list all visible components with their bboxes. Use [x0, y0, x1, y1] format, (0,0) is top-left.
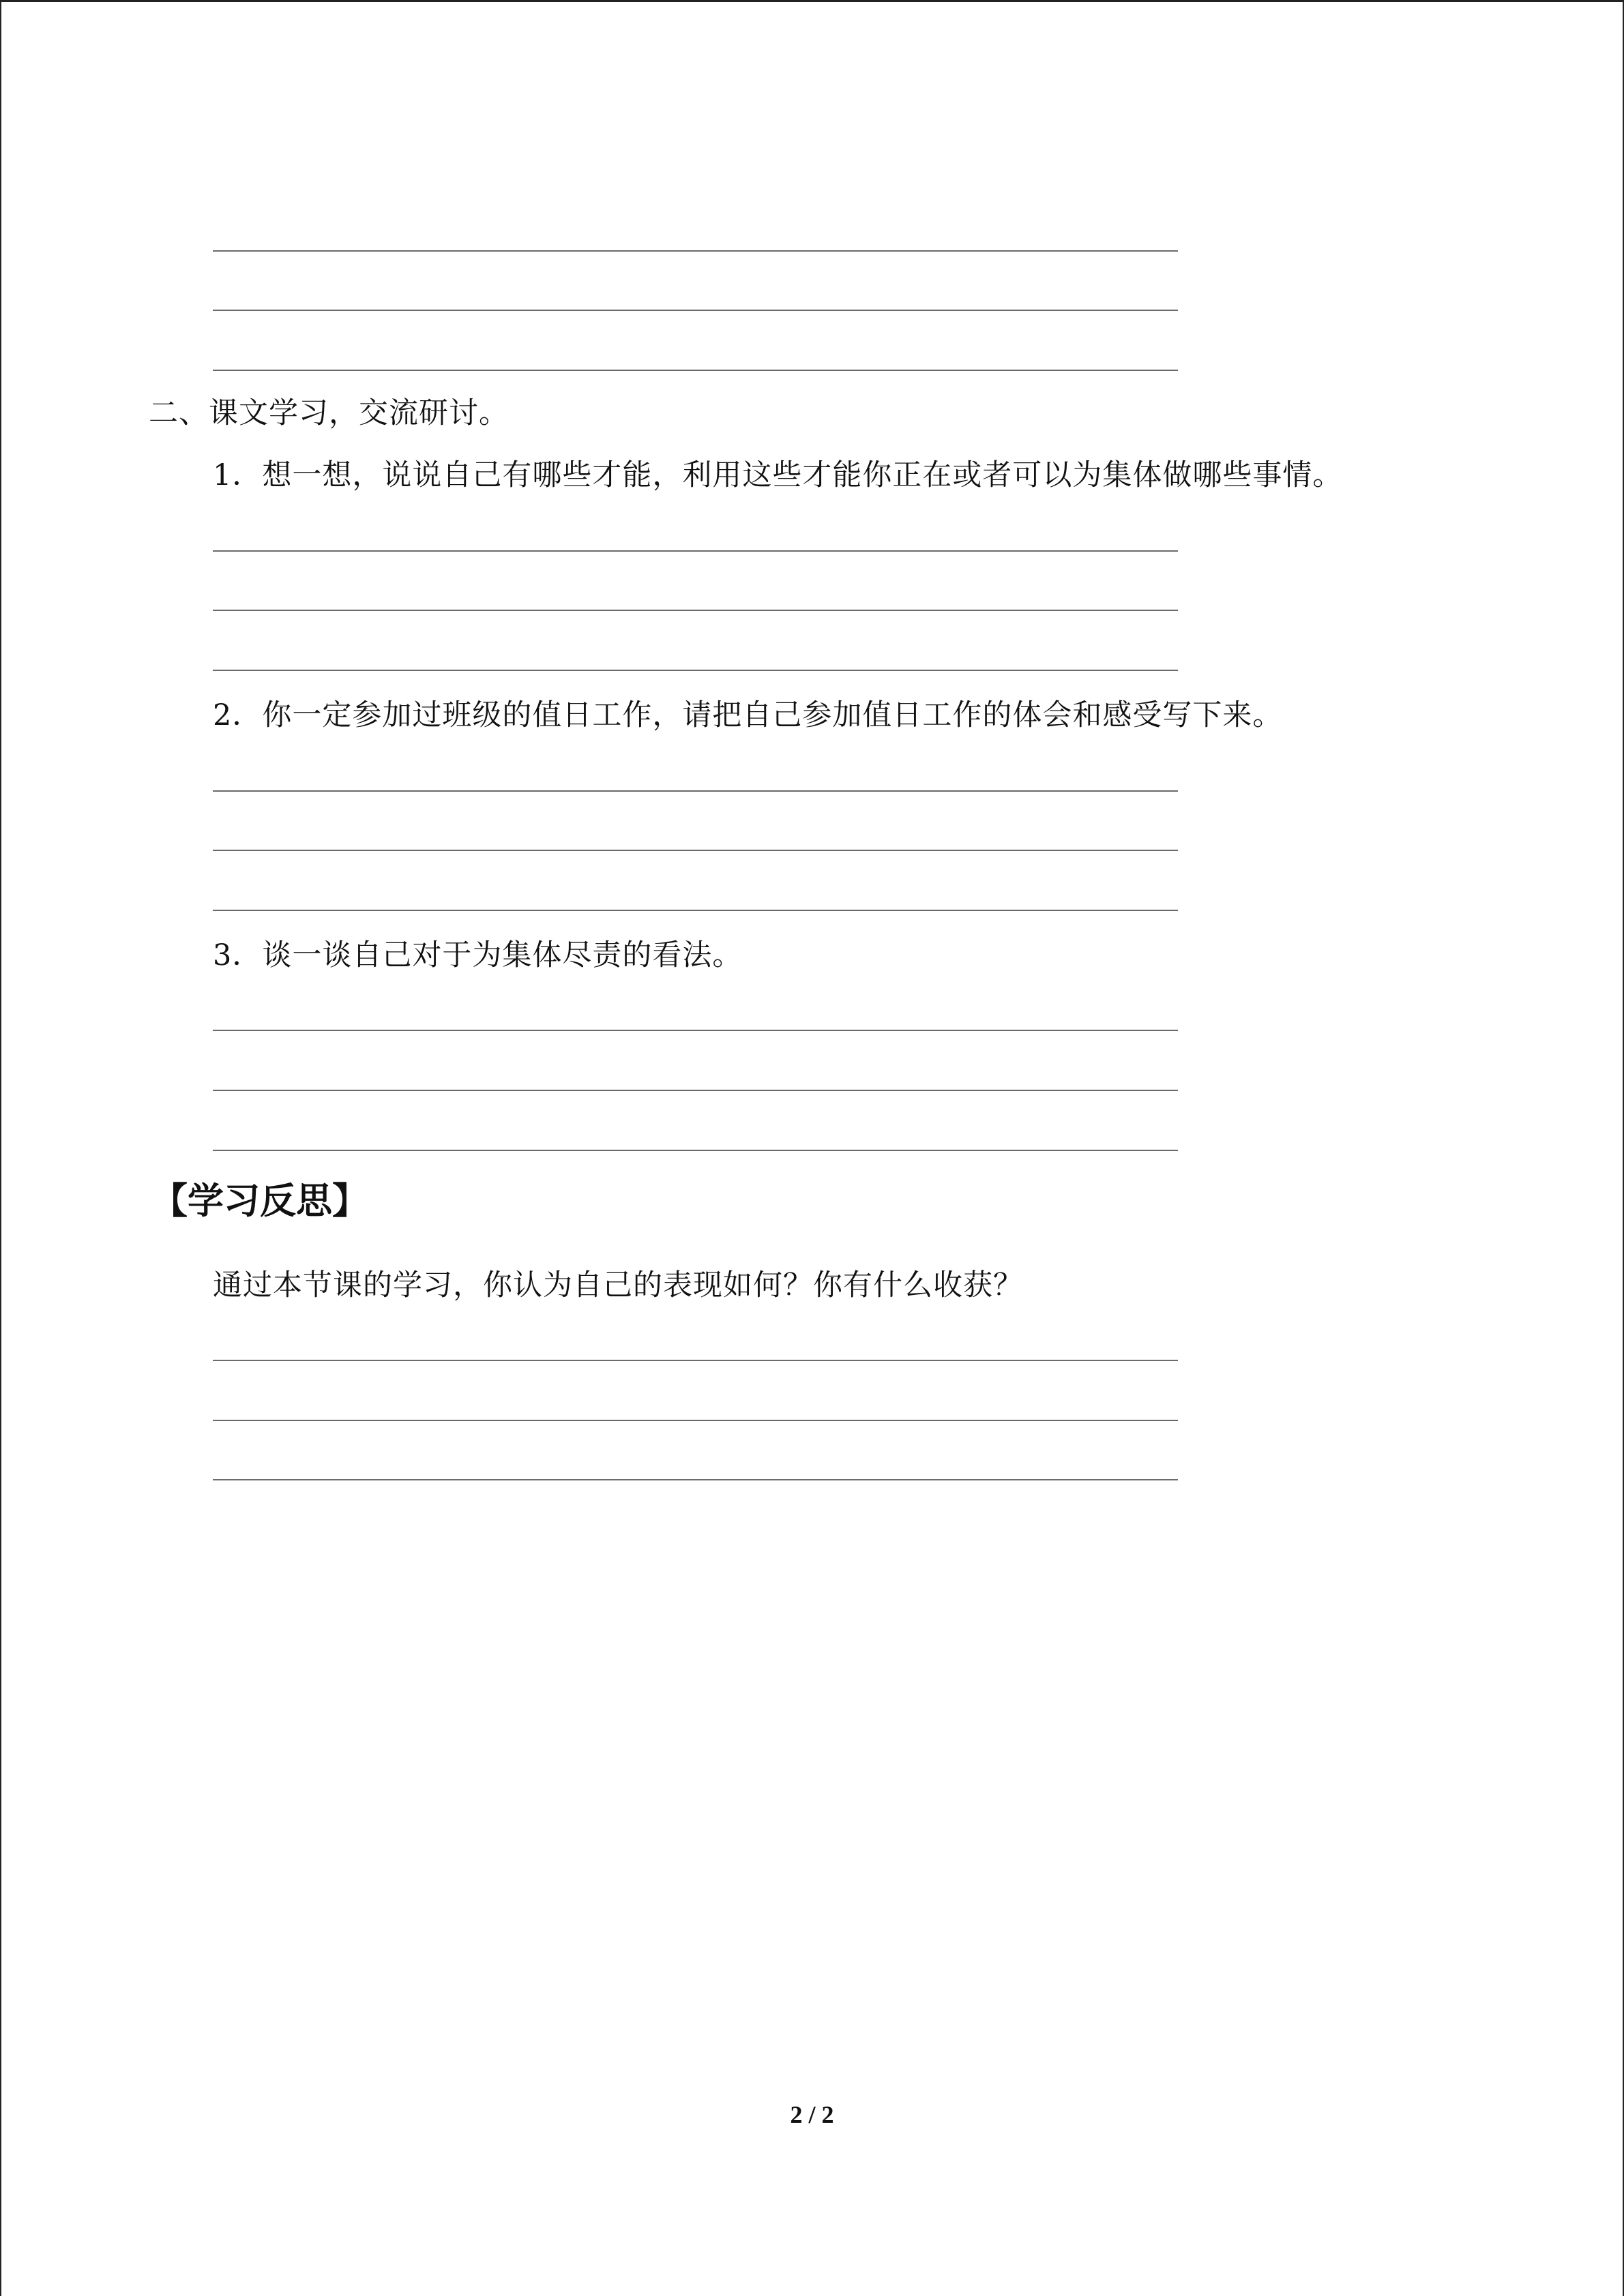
- answer-line[interactable]: [213, 910, 1178, 911]
- answer-line[interactable]: [213, 1420, 1178, 1421]
- answer-line[interactable]: [213, 1030, 1178, 1031]
- answer-line[interactable]: [213, 550, 1178, 552]
- answer-line[interactable]: [213, 1479, 1178, 1480]
- answer-line[interactable]: [213, 1090, 1178, 1091]
- answer-line[interactable]: [213, 670, 1178, 671]
- answer-line[interactable]: [213, 370, 1178, 371]
- reflection-title: 【学习反思】: [151, 1180, 368, 1222]
- answer-line[interactable]: [213, 790, 1178, 792]
- answer-line[interactable]: [213, 610, 1178, 611]
- answer-line[interactable]: [213, 1150, 1178, 1151]
- question-3: 3．谈一谈自己对于为集体尽责的看法。: [213, 938, 743, 972]
- question-2: 2．你一定参加过班级的值日工作，请把自己参加值日工作的体会和感受写下来。: [213, 698, 1283, 732]
- question-1: 1．想一想，说说自己有哪些才能，利用这些才能你正在或者可以为集体做哪些事情。: [213, 458, 1343, 492]
- page-number: 2 / 2: [790, 2101, 834, 2128]
- answer-line[interactable]: [213, 850, 1178, 851]
- reflection-prompt: 通过本节课的学习，你认为自己的表现如何？你有什么收获？: [213, 1268, 1023, 1302]
- section-heading: 二、课文学习，交流研讨。: [149, 396, 509, 430]
- answer-line[interactable]: [213, 250, 1178, 252]
- answer-line[interactable]: [213, 310, 1178, 311]
- answer-line[interactable]: [213, 1360, 1178, 1361]
